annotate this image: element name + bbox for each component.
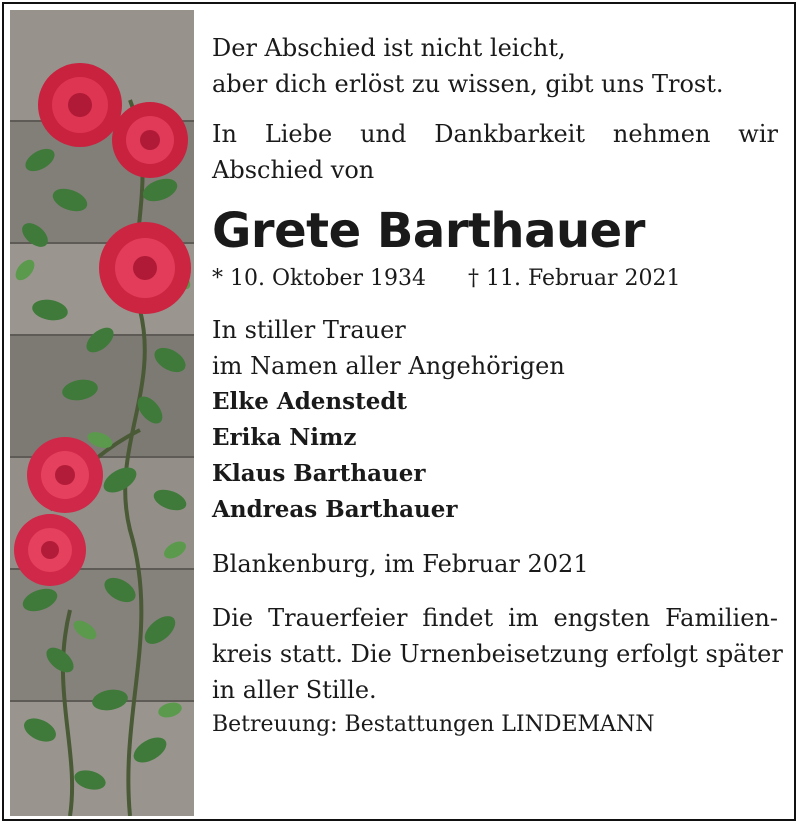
mourning-line-2: im Namen aller Angehörigen — [212, 352, 565, 380]
life-dates — [212, 264, 778, 294]
mourner-name: Elke Adenstedt — [212, 388, 408, 415]
mourning-line-1: In stiller Trauer — [212, 316, 406, 344]
roses-photo — [10, 10, 194, 816]
place-date: Blankenburg, im Februar 2021 — [212, 550, 589, 578]
notice-line-1: Die Trauerfeier findet im engsten Familien- — [212, 604, 778, 632]
mourner-name: Klaus Barthauer — [212, 460, 426, 487]
obituary-frame — [2, 2, 796, 821]
death-date: † 11. Februar 2021 — [468, 266, 681, 291]
roses-image — [10, 10, 194, 816]
intro-line-1: Der Abschied ist nicht leicht, — [212, 34, 566, 62]
intro-line-3: In Liebe und Dankbarkeit nehmen wir — [212, 120, 778, 148]
notice-line-3: in aller Stille. — [212, 676, 377, 704]
birth-date: * 10. Oktober 1934 — [212, 266, 427, 291]
funeral-home: Betreuung: Bestattungen LINDEMANN — [212, 712, 655, 737]
mourner-name: Andreas Barthauer — [212, 496, 458, 523]
intro-line-4: Abschied von — [212, 156, 375, 184]
intro-line-2: aber dich erlöst zu wissen, gibt uns Trost. — [212, 70, 724, 98]
notice-line-2: kreis statt. Die Urnenbeisetzung erfolgt später — [212, 640, 783, 668]
deceased-name: Grete Barthauer — [212, 203, 645, 259]
mourner-name: Erika Nimz — [212, 424, 357, 451]
obituary-text — [212, 30, 783, 742]
